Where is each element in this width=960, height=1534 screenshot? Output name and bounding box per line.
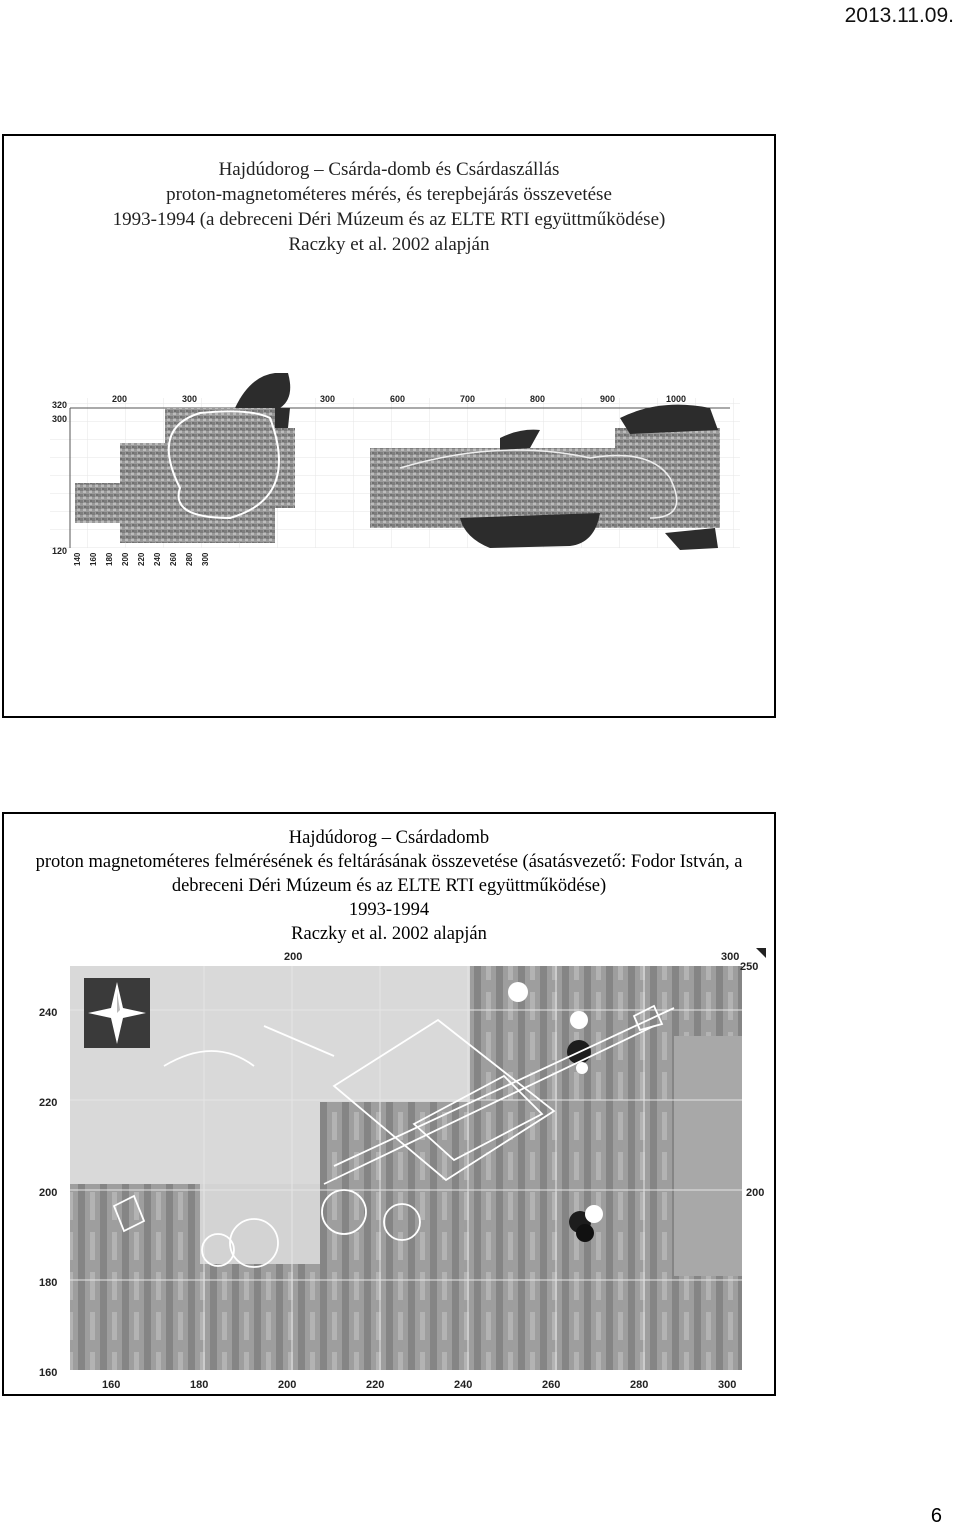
axis-tick: 140 (73, 552, 82, 566)
axis-tick: 240 (153, 552, 162, 566)
caption-line: Raczky et al. 2002 alapján (291, 924, 487, 944)
compass-rose-icon (84, 978, 150, 1048)
magnetometer-survey-map-2 (34, 946, 774, 1394)
axis-tick: 200 (284, 951, 303, 963)
axis-tick: 300 (52, 414, 68, 424)
axis-tick: 220 (137, 552, 146, 566)
axis-tick: 180 (39, 1277, 58, 1289)
caption-line: 1993-1994 (a debreceni Déri Múzeum és az ELTE RTI együttműködése) (112, 209, 666, 230)
axis-tick: 200 (746, 1187, 765, 1199)
axis-tick: 200 (121, 552, 130, 566)
axis-tick: 160 (39, 1367, 58, 1379)
axis-tick: 260 (169, 552, 178, 566)
axis-tick: 220 (39, 1097, 58, 1109)
slide-2 (2, 812, 776, 1396)
axis-tick: 120 (52, 546, 68, 556)
axis-tick: 300 (718, 1379, 737, 1391)
axis-tick: 300 (320, 394, 336, 404)
axis-tick: 600 (390, 394, 406, 404)
axis-tick: 160 (89, 552, 98, 566)
caption-line: 1993-1994 (348, 900, 430, 920)
page-number: 6 (930, 1505, 942, 1527)
caption-line: Hajdúdorog – Csárdadomb (288, 828, 490, 848)
axis-tick: 300 (201, 552, 210, 566)
axis-tick: 240 (454, 1379, 473, 1391)
axis-tick: 800 (530, 394, 546, 404)
caption-line: Raczky et al. 2002 alapján (288, 234, 490, 255)
axis-tick: 200 (112, 394, 128, 404)
caption-line: proton-magnetométeres mérés, és terepbejárás összevetése (166, 184, 612, 205)
axis-tick: 180 (190, 1379, 209, 1391)
axis-tick: 320 (52, 400, 68, 410)
axis-tick: 250 (740, 961, 759, 973)
caption-line: Hajdúdorog – Csárda-domb és Csárdaszállás (218, 159, 560, 180)
axis-tick: 300 (721, 951, 740, 963)
axis-tick: 280 (185, 552, 194, 566)
axis-tick: 200 (39, 1187, 58, 1199)
axis-tick: 240 (39, 1007, 58, 1019)
axis-tick: 260 (542, 1379, 561, 1391)
slide-1-caption (4, 157, 774, 257)
axis-tick: 280 (630, 1379, 649, 1391)
header-date: 2013.11.09. (844, 4, 954, 27)
magnetometer-survey-map-1 (50, 368, 740, 568)
axis-tick: 700 (460, 394, 476, 404)
axis-tick: 900 (600, 394, 616, 404)
axis-tick: 180 (105, 552, 114, 566)
axis-tick: 160 (102, 1379, 121, 1391)
slide-2-caption (4, 826, 774, 946)
axis-tick: 200 (278, 1379, 297, 1391)
caption-line: proton magnetométeres felmérésének és feltárásának összevetése (ásatásvezető: Fodor István, a debreceni Déri Múzeum és az ELTE RTI együttműködése) (35, 852, 743, 896)
axis-tick: 1000 (666, 394, 687, 404)
slide-1 (2, 134, 776, 718)
axis-tick: 220 (366, 1379, 385, 1391)
axis-tick: 300 (182, 394, 198, 404)
